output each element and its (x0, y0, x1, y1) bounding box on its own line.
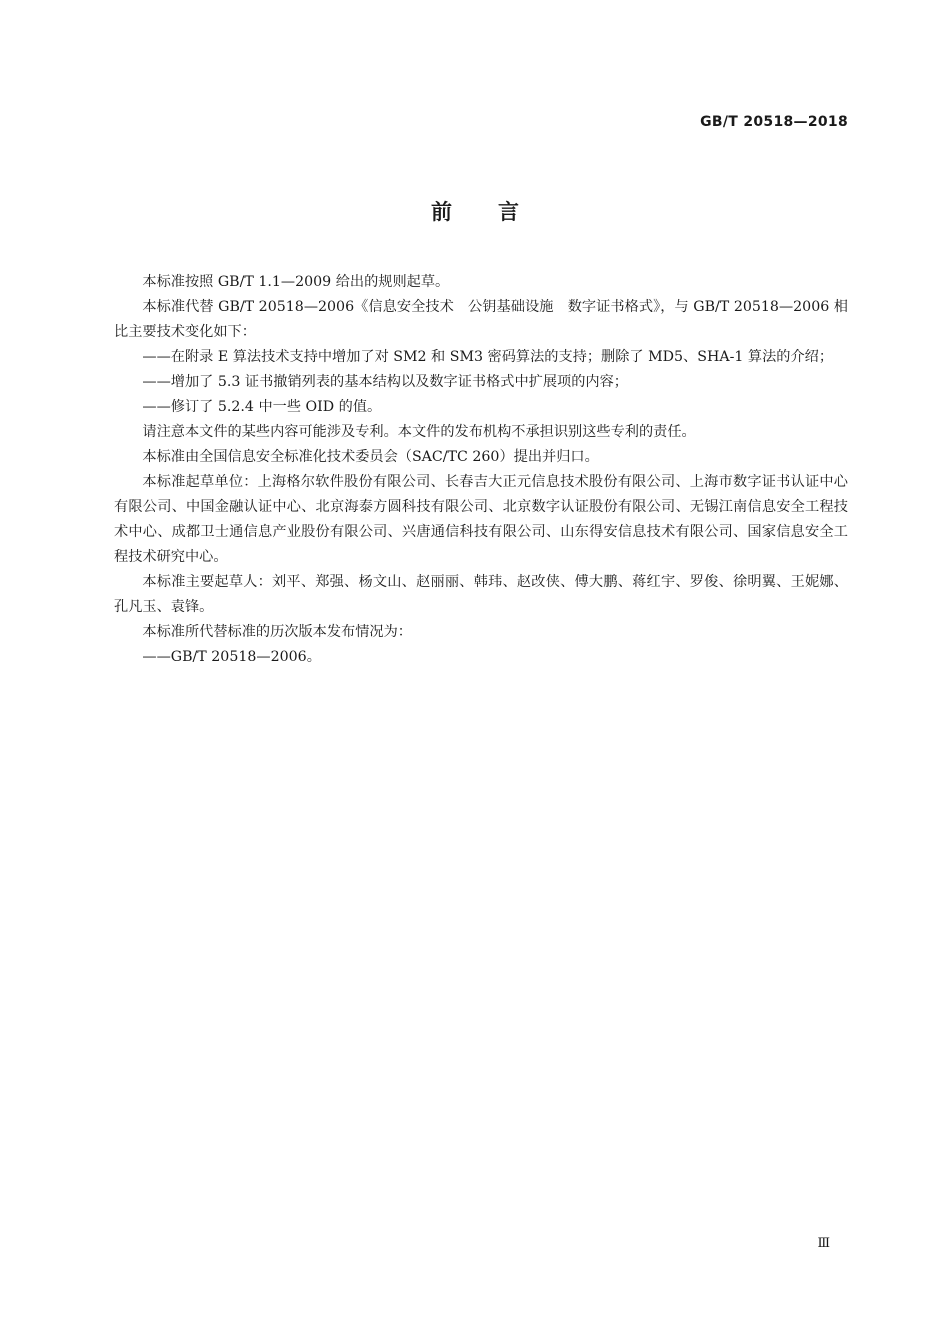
standard-number-header: GB/T 20518—2018 (700, 114, 848, 130)
paragraph-drafting-units: 本标准起草单位：上海格尔软件股份有限公司、长春吉大正元信息技术股份有限公司、上海市数字证书认证中心有限公司、中国金融认证中心、北京海泰方圆科技有限公司、北京数字认证股份有限公司、无锡江南信息安全工程技术中心、成都卫士通信息产业股份有限公司、兴唐通信科技有限公司、山东得安信息技术有限公司、国家信息安全工程技术研究中心。 (114, 474, 848, 565)
paragraph-version-history: 本标准所代替标准的历次版本发布情况为： (142, 624, 412, 640)
list-item-change-3: ——修订了 5.2.4 中一些 OID 的值。 (142, 399, 382, 415)
paragraph-proposer: 本标准由全国信息安全标准化技术委员会（SAC/TC 260）提出并归口。 (142, 449, 599, 465)
list-item-change-1: ——在附录 E 算法技术支持中增加了对 SM2 和 SM3 密码算法的支持；删除了 MD5、SHA-1 算法的介绍； (142, 349, 834, 365)
paragraph-drafting-rules: 本标准按照 GB/T 1.1—2009 给出的规则起草。 (142, 274, 450, 290)
document-body (114, 270, 848, 670)
paragraph-patent-notice: 请注意本文件的某些内容可能涉及专利。本文件的发布机构不承担识别这些专利的责任。 (142, 424, 696, 440)
page-number: Ⅲ (817, 1236, 830, 1251)
list-item-change-2: ——增加了 5.3 证书撤销列表的基本结构以及数字证书格式中扩展项的内容； (142, 374, 628, 390)
list-item-previous-version: ——GB/T 20518—2006。 (142, 649, 321, 665)
paragraph-replacement: 本标准代替 GB/T 20518—2006《信息安全技术 公钥基础设施 数字证书格式》，与 GB/T 20518—2006 相比主要技术变化如下： (114, 299, 848, 340)
page-title: 前言 (431, 200, 565, 224)
paragraph-drafters: 本标准主要起草人：刘平、郑强、杨文山、赵丽丽、韩玮、赵改侠、傅大鹏、蒋红宇、罗俊、徐明翼、王妮娜、孔凡玉、袁锋。 (114, 574, 848, 615)
